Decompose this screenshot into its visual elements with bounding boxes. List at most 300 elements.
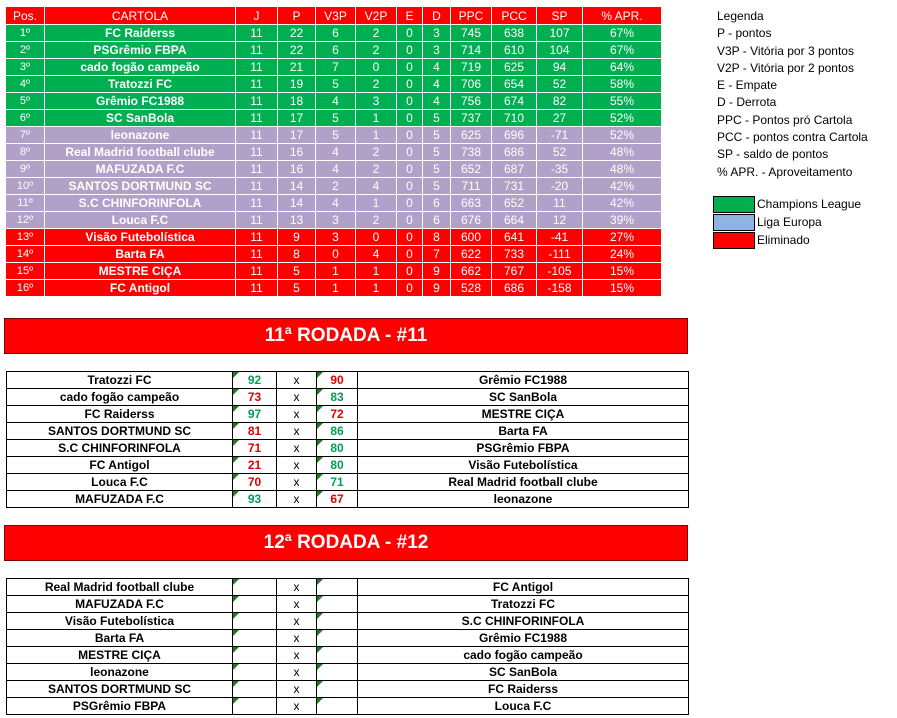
standings-cell-p: 21 [278, 59, 316, 76]
standings-cell-v2p: 1 [356, 263, 397, 280]
round-11-table [6, 371, 689, 508]
standings-cell-d: 9 [423, 263, 451, 280]
standings-cell-pos: 10º [6, 178, 45, 195]
match-row [7, 698, 689, 715]
match-home-score [233, 647, 277, 664]
standings-cell-sp: 82 [537, 93, 583, 110]
match-away-score: 80 [317, 440, 358, 457]
standings-cell-v3p: 4 [316, 195, 356, 212]
standings-cell-v3p: 5 [316, 110, 356, 127]
standings-cell-e: 0 [397, 25, 423, 42]
standings-cell-apr: 64% [583, 59, 662, 76]
standings-cell-v3p: 3 [316, 229, 356, 246]
standings-cell-j: 11 [236, 144, 278, 161]
standings-cell-v3p: 4 [316, 93, 356, 110]
standings-cell-pos: 6º [6, 110, 45, 127]
standings-cell-pcc: 638 [492, 25, 537, 42]
match-row [7, 406, 689, 423]
match-away-score [317, 630, 358, 647]
standings-cell-v2p: 2 [356, 212, 397, 229]
standings-cell-v3p: 1 [316, 263, 356, 280]
match-row [7, 630, 689, 647]
standings-cell-sp: -71 [537, 127, 583, 144]
match-separator: x [277, 423, 317, 440]
round-11-body [7, 372, 689, 508]
standings-cell-e: 0 [397, 195, 423, 212]
standings-cell-v2p: 2 [356, 144, 397, 161]
standings-cell-v2p: 1 [356, 127, 397, 144]
standings-cell-p: 19 [278, 76, 316, 93]
standings-cell-j: 11 [236, 59, 278, 76]
standings-cell-pos: 4º [6, 76, 45, 93]
match-home-score: 21 [233, 457, 277, 474]
round-12-body [7, 579, 689, 715]
standings-cell-apr: 48% [583, 161, 662, 178]
standings-cell-pos: 1º [6, 25, 45, 42]
standings-cell-p: 13 [278, 212, 316, 229]
standings-cell-pos: 5º [6, 93, 45, 110]
match-home-team: Tratozzi FC [7, 372, 233, 389]
standings-cell-j: 11 [236, 195, 278, 212]
standings-cell-ppc: 711 [451, 178, 492, 195]
standings-cell-pcc: 687 [492, 161, 537, 178]
standings-cell-p: 9 [278, 229, 316, 246]
match-away-team: FC Antigol [358, 579, 689, 596]
standings-cell-sp: -158 [537, 280, 583, 297]
match-away-team: MESTRE CIÇA [358, 406, 689, 423]
standings-cell-e: 0 [397, 76, 423, 93]
standings-cell-ppc: 714 [451, 42, 492, 59]
standings-cell-ppc: 745 [451, 25, 492, 42]
standings-cell-pcc: 625 [492, 59, 537, 76]
match-row [7, 579, 689, 596]
match-away-score: 90 [317, 372, 358, 389]
legend-zone-label: Eliminado [757, 233, 810, 247]
standings-cell-ppc: 622 [451, 246, 492, 263]
standings-cell-v2p: 2 [356, 161, 397, 178]
header-v3p: V3P [316, 7, 356, 25]
legend-items [717, 25, 868, 181]
header-apr: % APR. [583, 7, 662, 25]
match-away-team: S.C CHINFORINFOLA [358, 613, 689, 630]
standings-cell-d: 5 [423, 144, 451, 161]
standings-cell-apr: 52% [583, 110, 662, 127]
standings-row [6, 212, 662, 229]
standings-cell-d: 3 [423, 42, 451, 59]
match-home-team: SANTOS DORTMUND SC [7, 423, 233, 440]
standings-cell-pos: 3º [6, 59, 45, 76]
match-separator: x [277, 647, 317, 664]
standings-cell-team: MAFUZADA F.C [45, 161, 236, 178]
match-away-score: 72 [317, 406, 358, 423]
standings-cell-team: Real Madrid football clube [45, 144, 236, 161]
match-separator: x [277, 681, 317, 698]
standings-cell-e: 0 [397, 59, 423, 76]
standings-cell-sp: -20 [537, 178, 583, 195]
standings-cell-j: 11 [236, 76, 278, 93]
standings-cell-sp: 52 [537, 144, 583, 161]
standings-cell-pos: 16º [6, 280, 45, 297]
standings-cell-e: 0 [397, 280, 423, 297]
standings-cell-team: SANTOS DORTMUND SC [45, 178, 236, 195]
standings-cell-v3p: 1 [316, 280, 356, 297]
legend-title: Legenda [717, 9, 764, 23]
standings-cell-team: cado fogão campeão [45, 59, 236, 76]
legend-item: V2P - Vitória por 2 pontos [717, 60, 854, 75]
standings-cell-j: 11 [236, 246, 278, 263]
standings-row [6, 229, 662, 246]
standings-cell-p: 5 [278, 280, 316, 297]
standings-cell-ppc: 625 [451, 127, 492, 144]
standings-row [6, 42, 662, 59]
standings-row [6, 110, 662, 127]
match-away-score [317, 681, 358, 698]
match-away-team: FC Raiderss [358, 681, 689, 698]
standings-cell-sp: 104 [537, 42, 583, 59]
round-12-table [6, 578, 689, 715]
standings-cell-j: 11 [236, 161, 278, 178]
match-away-score: 71 [317, 474, 358, 491]
standings-cell-pos: 2º [6, 42, 45, 59]
standings-cell-p: 14 [278, 195, 316, 212]
standings-cell-p: 22 [278, 25, 316, 42]
standings-cell-pos: 13º [6, 229, 45, 246]
match-row [7, 613, 689, 630]
standings-cell-v3p: 4 [316, 161, 356, 178]
match-separator: x [277, 474, 317, 491]
standings-cell-team: S.C CHINFORINFOLA [45, 195, 236, 212]
standings-cell-d: 6 [423, 195, 451, 212]
standings-cell-ppc: 652 [451, 161, 492, 178]
match-separator: x [277, 596, 317, 613]
match-separator: x [277, 372, 317, 389]
legend-item: SP - saldo de pontos [717, 147, 829, 162]
standings-cell-sp: -111 [537, 246, 583, 263]
standings-cell-v3p: 6 [316, 42, 356, 59]
standings-cell-team: MESTRE CIÇA [45, 263, 236, 280]
standings-cell-j: 11 [236, 212, 278, 229]
match-separator: x [277, 440, 317, 457]
standings-cell-pos: 15º [6, 263, 45, 280]
standings-cell-team: leonazone [45, 127, 236, 144]
match-row [7, 457, 689, 474]
standings-cell-p: 18 [278, 93, 316, 110]
standings-cell-pcc: 767 [492, 263, 537, 280]
round-11-banner: 11ª RODADA - #11 [4, 318, 688, 354]
standings-cell-v3p: 6 [316, 25, 356, 42]
standings-cell-apr: 42% [583, 178, 662, 195]
match-away-score [317, 579, 358, 596]
standings-cell-e: 0 [397, 93, 423, 110]
standings-cell-apr: 48% [583, 144, 662, 161]
standings-cell-v2p: 2 [356, 25, 397, 42]
match-away-score [317, 647, 358, 664]
standings-cell-p: 16 [278, 161, 316, 178]
match-away-team: Real Madrid football clube [358, 474, 689, 491]
standings-cell-sp: -41 [537, 229, 583, 246]
standings-cell-sp: 27 [537, 110, 583, 127]
standings-cell-pcc: 733 [492, 246, 537, 263]
standings-cell-v2p: 3 [356, 93, 397, 110]
standings-cell-team: Barta FA [45, 246, 236, 263]
legend-zone-swatch [713, 232, 755, 249]
standings-cell-sp: -35 [537, 161, 583, 178]
standings-cell-p: 22 [278, 42, 316, 59]
standings-cell-apr: 58% [583, 76, 662, 93]
standings-cell-j: 11 [236, 93, 278, 110]
match-separator: x [277, 389, 317, 406]
legend [717, 8, 868, 181]
standings-row [6, 178, 662, 195]
standings-cell-apr: 27% [583, 229, 662, 246]
match-home-score [233, 613, 277, 630]
standings-header-row [6, 7, 662, 25]
standings-row [6, 263, 662, 280]
standings-cell-d: 5 [423, 161, 451, 178]
standings-cell-sp: 94 [537, 59, 583, 76]
legend-item: PPC - Pontos pró Cartola [717, 112, 853, 127]
header-j: J [236, 7, 278, 25]
standings-cell-pcc: 686 [492, 144, 537, 161]
header-pcc: PCC [492, 7, 537, 25]
round-12-banner: 12ª RODADA - #12 [4, 525, 688, 561]
match-home-score: 93 [233, 491, 277, 508]
standings-cell-apr: 15% [583, 280, 662, 297]
match-row [7, 664, 689, 681]
standings-cell-e: 0 [397, 144, 423, 161]
match-row [7, 440, 689, 457]
match-away-team: Barta FA [358, 423, 689, 440]
standings-cell-v3p: 0 [316, 246, 356, 263]
standings-cell-d: 4 [423, 59, 451, 76]
match-home-team: Barta FA [7, 630, 233, 647]
match-away-team: cado fogão campeão [358, 647, 689, 664]
match-home-team: Louca F.C [7, 474, 233, 491]
standings-cell-ppc: 600 [451, 229, 492, 246]
legend-item: PCC - pontos contra Cartola [717, 130, 868, 145]
match-home-score: 73 [233, 389, 277, 406]
match-away-team: Tratozzi FC [358, 596, 689, 613]
standings-cell-sp: 52 [537, 76, 583, 93]
match-home-score [233, 596, 277, 613]
standings-cell-ppc: 719 [451, 59, 492, 76]
match-row [7, 389, 689, 406]
standings-cell-pcc: 686 [492, 280, 537, 297]
match-away-score [317, 698, 358, 715]
standings-cell-pos: 14º [6, 246, 45, 263]
match-away-team: Visão Futebolística [358, 457, 689, 474]
standings-cell-pcc: 664 [492, 212, 537, 229]
standings-cell-pcc: 696 [492, 127, 537, 144]
header-sp: SP [537, 7, 583, 25]
match-home-score [233, 698, 277, 715]
legend-zone-label: Liga Europa [757, 215, 822, 229]
standings-cell-ppc: 737 [451, 110, 492, 127]
standings-cell-team: SC SanBola [45, 110, 236, 127]
match-home-score [233, 664, 277, 681]
match-home-team: FC Antigol [7, 457, 233, 474]
match-separator: x [277, 613, 317, 630]
standings-cell-e: 0 [397, 229, 423, 246]
standings-cell-e: 0 [397, 246, 423, 263]
match-row [7, 474, 689, 491]
standings-cell-v2p: 2 [356, 42, 397, 59]
legend-item: E - Empate [717, 78, 778, 93]
match-home-team: leonazone [7, 664, 233, 681]
match-home-team: S.C CHINFORINFOLA [7, 440, 233, 457]
standings-cell-j: 11 [236, 178, 278, 195]
standings-cell-v2p: 0 [356, 59, 397, 76]
standings-cell-pos: 9º [6, 161, 45, 178]
standings-cell-pos: 11º [6, 195, 45, 212]
standings-cell-team: PSGrêmio FBPA [45, 42, 236, 59]
match-home-score: 81 [233, 423, 277, 440]
match-home-score: 70 [233, 474, 277, 491]
standings-cell-apr: 52% [583, 127, 662, 144]
standings-cell-d: 5 [423, 178, 451, 195]
standings-cell-pcc: 652 [492, 195, 537, 212]
standings-cell-e: 0 [397, 127, 423, 144]
match-away-score: 67 [317, 491, 358, 508]
standings-cell-d: 4 [423, 93, 451, 110]
legend-zone-swatch [713, 196, 755, 213]
match-home-team: MESTRE CIÇA [7, 647, 233, 664]
standings-cell-pcc: 674 [492, 93, 537, 110]
standings-body [6, 25, 662, 297]
match-home-team: cado fogão campeão [7, 389, 233, 406]
match-home-score [233, 681, 277, 698]
standings-cell-pos: 8º [6, 144, 45, 161]
standings-cell-d: 3 [423, 25, 451, 42]
standings-cell-apr: 67% [583, 42, 662, 59]
standings-row [6, 195, 662, 212]
header-d: D [423, 7, 451, 25]
standings-cell-apr: 15% [583, 263, 662, 280]
header-pos: Pos. [6, 7, 45, 25]
match-away-score: 86 [317, 423, 358, 440]
match-away-score: 80 [317, 457, 358, 474]
legend-item: D - Derrota [717, 95, 777, 110]
standings-row [6, 127, 662, 144]
match-home-score [233, 579, 277, 596]
standings-cell-e: 0 [397, 161, 423, 178]
standings-cell-p: 14 [278, 178, 316, 195]
standings-cell-apr: 39% [583, 212, 662, 229]
match-row [7, 681, 689, 698]
standings-cell-v3p: 3 [316, 212, 356, 229]
standings-cell-d: 5 [423, 110, 451, 127]
match-row [7, 491, 689, 508]
standings-cell-v3p: 2 [316, 178, 356, 195]
standings-cell-ppc: 528 [451, 280, 492, 297]
header-v2p: V2P [356, 7, 397, 25]
standings-cell-v2p: 4 [356, 246, 397, 263]
match-separator: x [277, 630, 317, 647]
standings-row [6, 76, 662, 93]
standings-cell-v2p: 4 [356, 178, 397, 195]
standings-cell-team: Grêmio FC1988 [45, 93, 236, 110]
standings-row [6, 280, 662, 297]
standings-cell-sp: 12 [537, 212, 583, 229]
standings-cell-v2p: 1 [356, 280, 397, 297]
standings-cell-d: 5 [423, 127, 451, 144]
standings-cell-team: Tratozzi FC [45, 76, 236, 93]
match-row [7, 372, 689, 389]
match-home-team: SANTOS DORTMUND SC [7, 681, 233, 698]
match-away-team: Grêmio FC1988 [358, 630, 689, 647]
header-p: P [278, 7, 316, 25]
match-row [7, 647, 689, 664]
standings-cell-sp: 107 [537, 25, 583, 42]
match-separator: x [277, 406, 317, 423]
standings-cell-d: 4 [423, 76, 451, 93]
match-home-team: MAFUZADA F.C [7, 491, 233, 508]
standings-cell-e: 0 [397, 42, 423, 59]
standings-cell-p: 8 [278, 246, 316, 263]
standings-cell-d: 6 [423, 212, 451, 229]
legend-item: V3P - Vitória por 3 pontos [717, 43, 854, 58]
standings-cell-p: 5 [278, 263, 316, 280]
standings-cell-apr: 24% [583, 246, 662, 263]
legend-zone-swatch [713, 214, 755, 231]
match-separator: x [277, 698, 317, 715]
standings-cell-team: FC Antigol [45, 280, 236, 297]
standings-cell-v2p: 2 [356, 76, 397, 93]
header-e: E [397, 7, 423, 25]
match-away-team: Grêmio FC1988 [358, 372, 689, 389]
standings-cell-team: Louca F.C [45, 212, 236, 229]
standings-cell-e: 0 [397, 110, 423, 127]
standings-cell-e: 0 [397, 178, 423, 195]
standings-cell-v3p: 5 [316, 127, 356, 144]
standings-cell-apr: 55% [583, 93, 662, 110]
standings-cell-pcc: 710 [492, 110, 537, 127]
match-away-score [317, 613, 358, 630]
standings-cell-v3p: 4 [316, 144, 356, 161]
standings-cell-j: 11 [236, 127, 278, 144]
standings-cell-sp: -105 [537, 263, 583, 280]
standings-table [5, 6, 662, 297]
standings-cell-d: 7 [423, 246, 451, 263]
standings-cell-apr: 42% [583, 195, 662, 212]
standings-cell-e: 0 [397, 263, 423, 280]
match-home-score [233, 630, 277, 647]
match-home-team: FC Raiderss [7, 406, 233, 423]
match-row [7, 596, 689, 613]
standings-cell-v2p: 1 [356, 110, 397, 127]
standings-cell-ppc: 662 [451, 263, 492, 280]
match-separator: x [277, 491, 317, 508]
match-away-team: PSGrêmio FBPA [358, 440, 689, 457]
match-away-team: SC SanBola [358, 664, 689, 681]
match-home-score: 92 [233, 372, 277, 389]
header-cartola: CARTOLA [45, 7, 236, 25]
standings-cell-j: 11 [236, 42, 278, 59]
standings-row [6, 93, 662, 110]
match-home-score: 97 [233, 406, 277, 423]
standings-cell-pcc: 731 [492, 178, 537, 195]
standings-row [6, 161, 662, 178]
header-ppc: PPC [451, 7, 492, 25]
match-away-score [317, 596, 358, 613]
legend-zone-label: Champions League [757, 197, 862, 211]
legend-item: P - pontos [717, 26, 772, 41]
standings-cell-pcc: 641 [492, 229, 537, 246]
standings-cell-apr: 67% [583, 25, 662, 42]
standings-row [6, 59, 662, 76]
match-home-team: PSGrêmio FBPA [7, 698, 233, 715]
standings-cell-j: 11 [236, 110, 278, 127]
